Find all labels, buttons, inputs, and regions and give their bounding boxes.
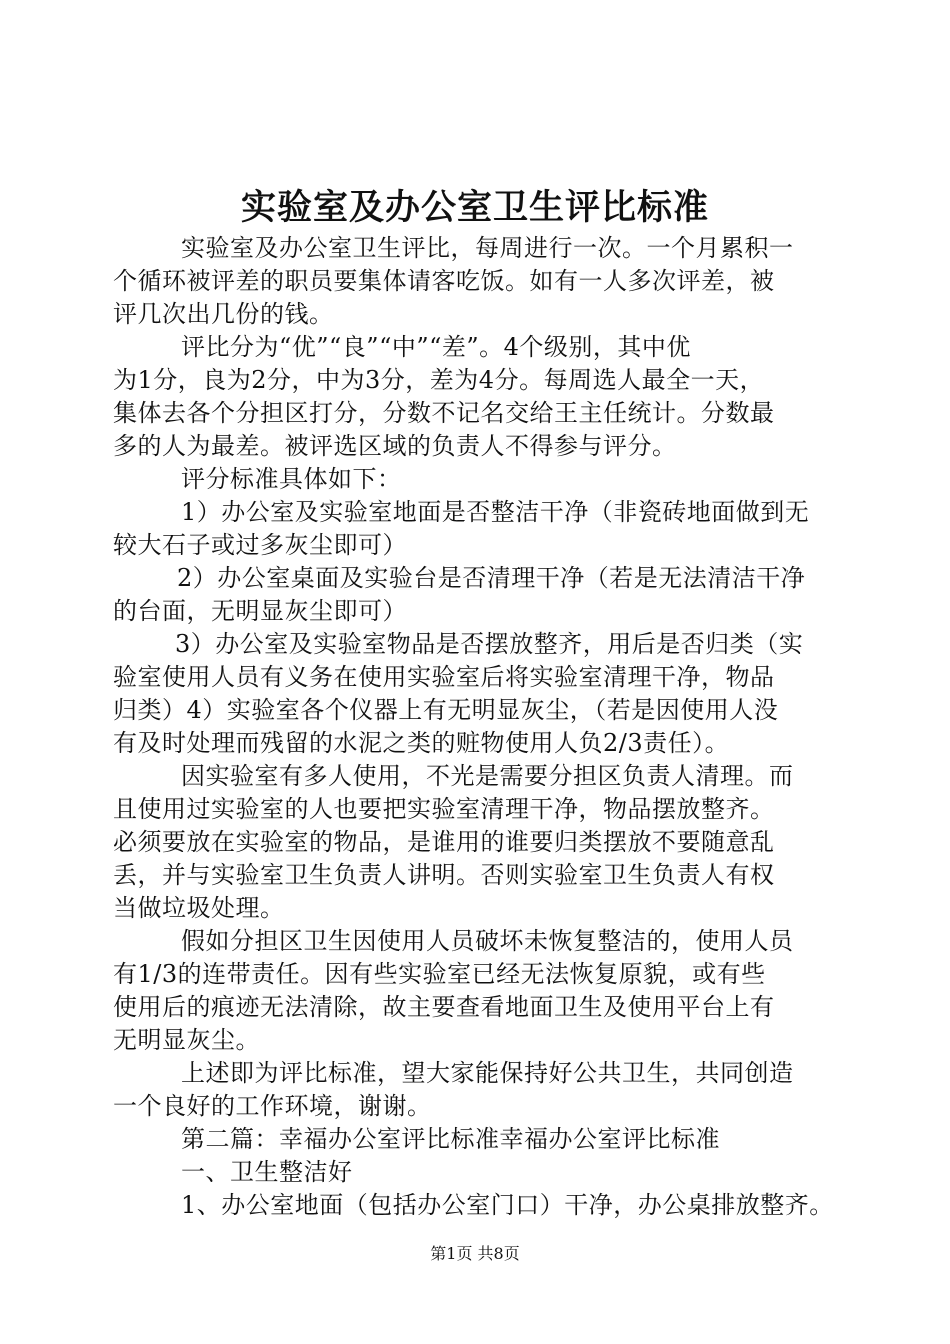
text-line: 丢，并与实验室卫生负责人讲明。否则实验室卫生负责人有权 [113,861,775,889]
text-line: 验室使用人员有义务在使用实验室后将实验室清理干净，物品 [113,663,775,691]
text-line: 归类）4）实验室各个仪器上有无明显灰尘，（若是因使用人没 [113,696,779,724]
text-line: 较大石子或过多灰尘即可） [113,531,407,559]
section-heading: 第二篇：幸福办公室评比标准幸福办公室评比标准 [181,1125,720,1153]
section-heading: 一、卫生整洁好 [181,1158,353,1186]
text-line: 个循环被评差的职员要集体请客吃饭。如有一人多次评差，被 [113,267,775,295]
text-line: 评几次出几份的钱。 [113,300,334,328]
page-number: 第1页 共8页 [430,1244,520,1263]
text-line: 假如分担区卫生因使用人员破坏未恢复整洁的，使用人员 [181,927,794,955]
text-line: 3）办公室及实验室物品是否摆放整齐，用后是否归类（实 [175,630,804,658]
document-body [113,232,833,1222]
text-line: 评比分为“优”“良”“中”“差”。4个级别，其中优 [181,333,691,361]
text-line: 必须要放在实验室的物品，是谁用的谁要归类摆放不要随意乱 [113,828,775,856]
text-line: 多的人为最差。被评选区域的负责人不得参与评分。 [113,432,677,460]
text-line: 1）办公室及实验室地面是否整洁干净（非瓷砖地面做到无 [181,498,810,526]
text-line: 上述即为评比标准，望大家能保持好公共卫生，共同创造 [181,1059,794,1087]
text-line: 有1/3的连带责任。因有些实验室已经无法恢复原貌，或有些 [113,960,766,988]
text-line: 有及时处理而残留的水泥之类的赃物使用人负2/3责任）。 [113,729,730,757]
text-line: 当做垃圾处理。 [113,894,285,922]
text-line: 1、办公室地面（包括办公室门口）干净，办公桌排放整齐。 [181,1191,834,1219]
text-line: 使用后的痕迹无法清除，故主要查看地面卫生及使用平台上有 [113,993,775,1021]
document-title: 实验室及办公室卫生评比标准 [240,187,709,228]
text-line: 实验室及办公室卫生评比，每周进行一次。一个月累积一 [181,234,794,262]
text-line: 2）办公室桌面及实验台是否清理干净（若是无法清洁干净 [177,564,806,592]
text-line: 且使用过实验室的人也要把实验室清理干净，物品摆放整齐。 [113,795,775,823]
text-line: 为1分，良为2分，中为3分，差为4分。每周选人最全一天， [113,366,765,394]
text-line: 评分标准具体如下： [181,465,402,493]
text-line: 的台面，无明显灰尘即可） [113,597,407,625]
text-line: 无明显灰尘。 [113,1026,260,1054]
text-line: 一个良好的工作环境，谢谢。 [113,1092,432,1120]
text-line: 集体去各个分担区打分，分数不记名交给王主任统计。分数最 [113,399,775,427]
text-line: 因实验室有多人使用，不光是需要分担区负责人清理。而 [181,762,794,790]
